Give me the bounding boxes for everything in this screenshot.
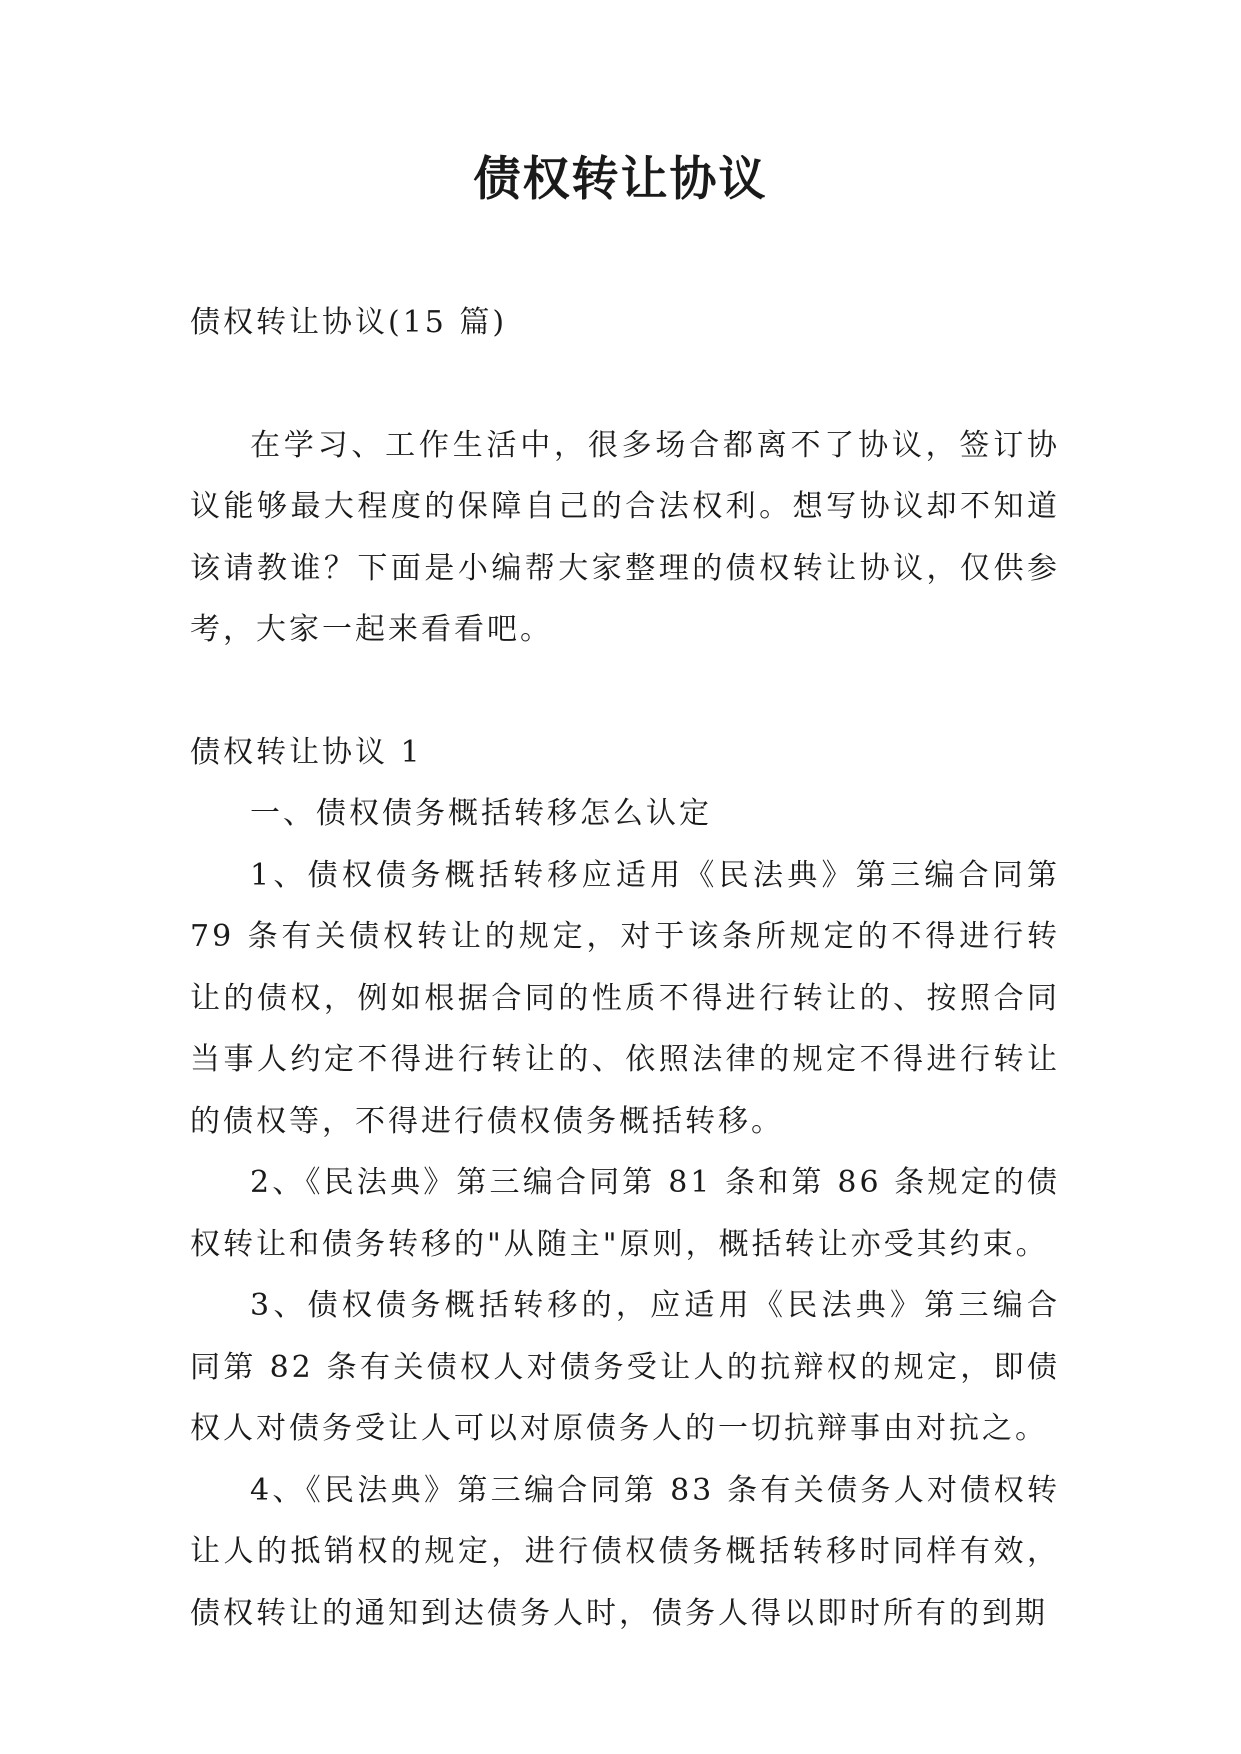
document-subtitle: 债权转让协议(15 篇) bbox=[190, 305, 508, 340]
document-body bbox=[190, 292, 1060, 1644]
body-paragraph-4: 4、《民法典》第三编合同第 83 条有关债务人对债权转让人的抵销权的规定，进行债权债务概括转移时同样有效，债权转让的通知到达债务人时，债务人得以即时所有的到期 bbox=[190, 1472, 1060, 1631]
body-paragraph-2: 2、《民法典》第三编合同第 81 条和第 86 条规定的债权转让和债务转移的"从随主"原则，概括转让亦受其约束。 bbox=[190, 1165, 1060, 1262]
intro-paragraph: 在学习、工作生活中，很多场合都离不了协议，签订协议能够最大程度的保障自己的合法权利。想写协议却不知道该请教谁？下面是小编帮大家整理的债权转让协议，仅供参考，大家一起来看看吧。 bbox=[190, 427, 1060, 647]
body-paragraph-3: 3、债权债务概括转移的，应适用《民法典》第三编合同第 82 条有关债权人对债务受让人的抗辩权的规定，即债权人对债务受让人可以对原债务人的一切抗辩事由对抗之。 bbox=[190, 1288, 1060, 1446]
document-title: 债权转让协议 bbox=[473, 152, 768, 207]
body-paragraph-heading: 一、债权债务概括转移怎么认定 bbox=[250, 796, 712, 831]
section-heading: 债权转让协议 1 bbox=[190, 734, 423, 770]
body-paragraph-1: 1、债权债务概括转移应适用《民法典》第三编合同第 79 条有关债权转让的规定，对于该条所规定的不得进行转让的债权，例如根据合同的性质不得进行转让的、按照合同当事人约定不得进行转让的、依照法律的规定不得进行转让的债权等，不得进行债权债务概括转移。 bbox=[190, 857, 1060, 1139]
